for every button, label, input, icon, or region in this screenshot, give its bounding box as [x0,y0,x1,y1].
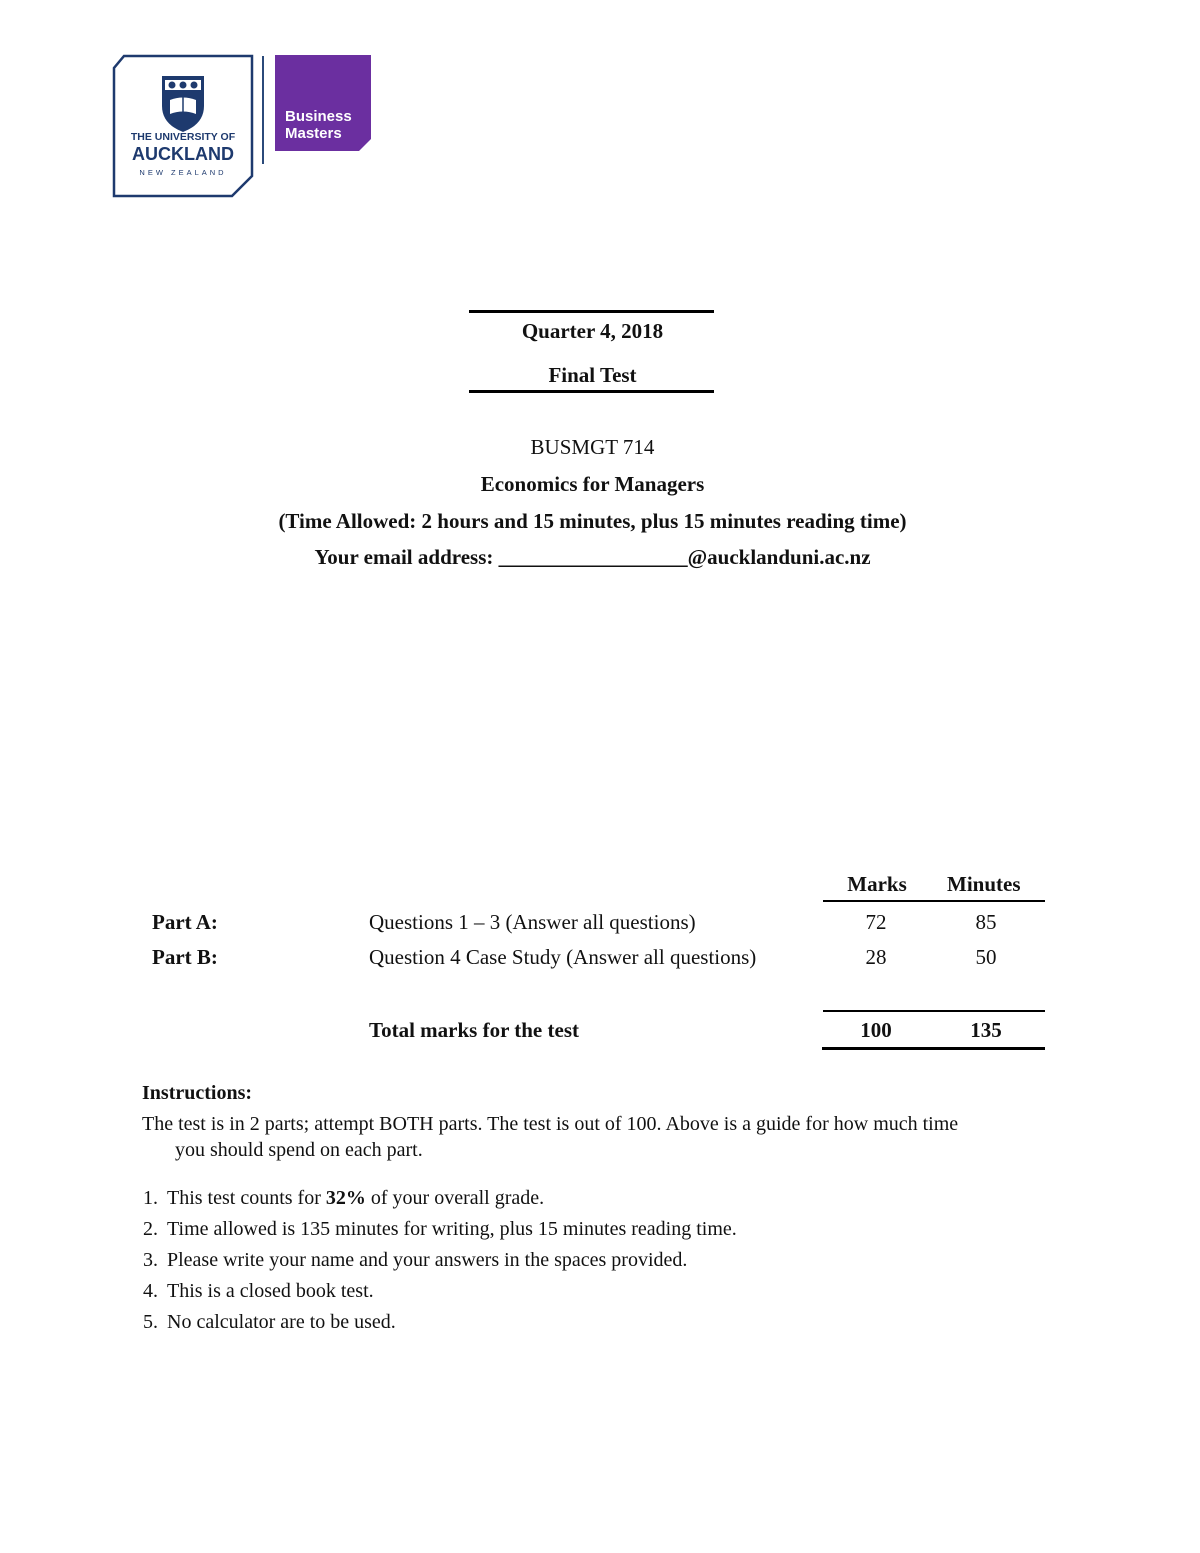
list-item [143,1311,396,1334]
total-bottom-rule [822,1047,1045,1050]
list-text: of your overall grade. [365,1187,545,1209]
part-label: Part A: [152,910,218,934]
list-text: No calculator are to be used. [167,1311,396,1333]
total-minutes: 135 [970,1018,1002,1042]
instructions-intro-line2: you should spend on each part. [175,1139,423,1161]
email-line [0,545,1185,570]
part-description: Questions 1 – 3 (Answer all questions) [369,910,696,934]
list-number: 3. [143,1249,158,1271]
list-number: 4. [143,1280,158,1302]
quarter-label: Quarter 4, 2018 [521,319,664,343]
part-label: Part B: [152,945,218,969]
part-marks: 28 [865,945,887,969]
list-text: This test counts for [167,1187,326,1209]
total-marks: 100 [860,1018,892,1042]
part-marks: 72 [865,910,887,934]
part-minutes: 50 [975,945,997,969]
list-text: Time allowed is 135 minutes for writing, plus 15 minutes reading time. [167,1218,737,1240]
logo-university-line2: AUCKLAND [132,144,234,164]
logo-divider [262,56,264,164]
list-number: 1. [143,1187,158,1209]
part-minutes: 85 [975,910,997,934]
col-header-minutes: Minutes [947,872,1021,896]
badge-line2: Masters [285,125,342,142]
part-description: Question 4 Case Study (Answer all questions) [369,945,757,969]
business-masters-badge [275,55,371,151]
list-item [143,1249,688,1272]
list-item [143,1187,545,1210]
email-label: Your email address: [314,545,499,569]
instructions-intro-line1: The test is in 2 parts; attempt BOTH parts. The test is out of 100. Above is a guide for how much time [142,1113,959,1135]
badge-line1: Business [285,108,352,125]
email-domain: @aucklanduni.ac.nz [687,545,871,569]
time-allowed: (Time Allowed: 2 hours and 15 minutes, plus 15 minutes reading time) [278,509,907,533]
logo-university-line1: THE UNIVERSITY OF [130,131,236,143]
total-label: Total marks for the test [369,1018,579,1042]
list-item [143,1280,374,1303]
list-item [143,1218,737,1241]
university-of-auckland-logo [112,54,254,198]
table-header-rule [823,900,1045,902]
title-bottom-rule [469,390,714,393]
list-number: 5. [143,1311,158,1333]
col-header-marks: Marks [847,872,907,896]
list-text: Please write your name and your answers in the spaces provided. [167,1249,688,1271]
title-top-rule [469,310,714,313]
total-top-rule [823,1010,1045,1012]
grade-percentage: 32% [325,1187,366,1209]
logo-university-line3: NEW ZEALAND [139,168,227,177]
course-title: Economics for Managers [480,472,705,496]
course-code: BUSMGT 714 [530,435,655,459]
list-number: 2. [143,1218,158,1240]
instructions-heading: Instructions: [142,1082,253,1104]
test-name: Final Test [548,363,637,387]
email-blank-field[interactable]: __________________ [498,545,688,569]
list-text: This is a closed book test. [167,1280,374,1302]
